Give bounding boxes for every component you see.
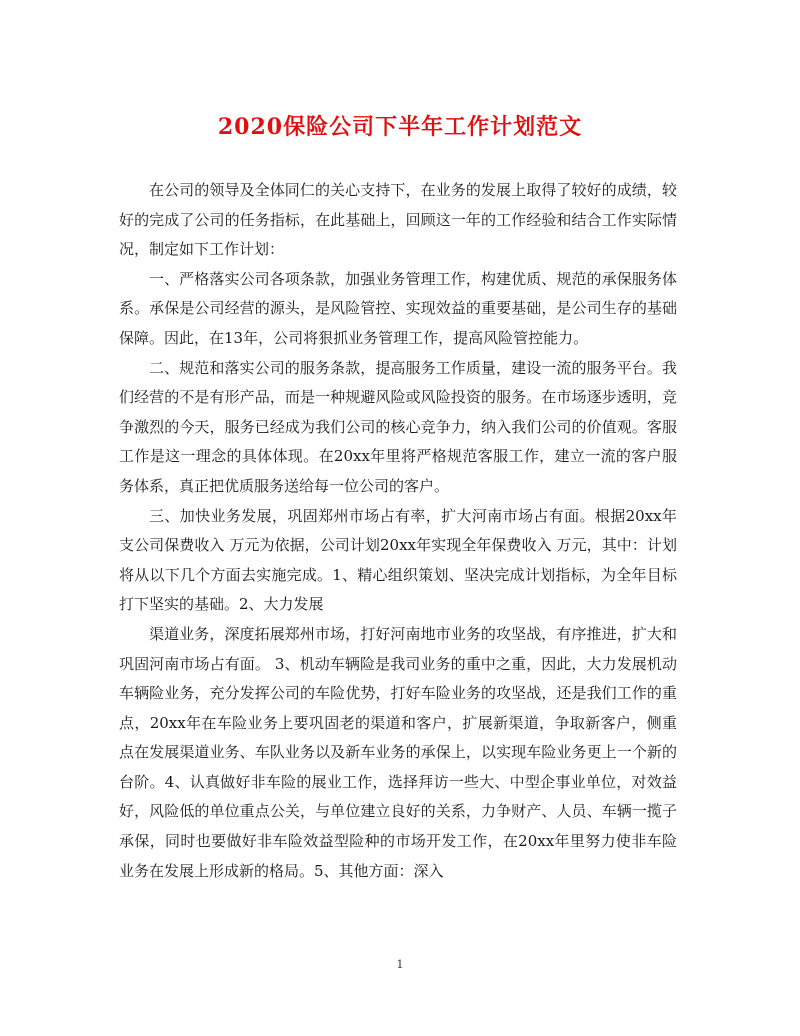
page-number: 1 bbox=[396, 958, 404, 971]
paragraph-section-3-continued: 渠道业务，深度拓展郑州市场，打好河南地市业务的攻坚战，有序推进，扩大和巩固河南市场占有面。 3、机动车辆险是我司业务的重中之重，因此，大力发展机动车辆险业务，充分发挥公司的车险优势，打好车险业务的攻坚战，还是我们工作的重点，20xx年在车险业务上要巩固老的渠道和客户，扩展新渠道，争取新客户，侧重点在发展渠道业务、车队业务以及新车业务的承保上，以实现车险业务更上一个新的台阶。4、认真做好非车险的展业工作，选择拜访一些大、中型企事业单位，对效益好，风险低的单位重点公关，与单位建立良好的关系，力争财产、人员、车辆一揽子承保，同时也要做好非车险效益型险种的市场开发工作，在20xx年里努力使非车险业务在发展上形成新的格局。5、其他方面：深入 bbox=[119, 624, 677, 880]
document-body bbox=[119, 176, 677, 886]
paragraph-section-2: 二、规范和落实公司的服务条款，提高服务工作质量，建设一流的服务平台。我们经营的不是有形产品，而是一种规避风险或风险投资的服务。在市场逐步透明，竞争激烈的今天，服务已经成为我们公司的核心竞争力，纳入我们公司的价值观。客服工作是这一理念的具体体现。在20xx年里将严格规范客服工作，建立一流的客户服务体系，真正把优质服务送给每一位公司的客户。 bbox=[119, 358, 677, 495]
paragraph-section-1: 一、严格落实公司各项条款，加强业务管理工作，构建优质、规范的承保服务体系。承保是公司经营的源头，是风险管控、实现效益的重要基础，是公司生存的基础保障。因此，在13年，公司将狠抓业务管理工作，提高风险管控能力。 bbox=[119, 269, 677, 347]
paragraph-section-3: 三、加快业务发展，巩固郑州市场占有率，扩大河南市场占有面。根据20xx年支公司保费收入 万元为依据，公司计划20xx年实现全年保费收入 万元，其中：计划将从以下几个方面去实施完成。1、精心组织策划、坚决完成计划指标，为全年目标打下坚实的基础。2、大力发展 bbox=[119, 506, 677, 614]
document-title: 2020保险公司下半年工作计划范文 bbox=[217, 114, 583, 140]
paragraph-intro: 在公司的领导及全体同仁的关心支持下，在业务的发展上取得了较好的成绩，较好的完成了公司的任务指标，在此基础上，回顾这一年的工作经验和结合工作实际情况，制定如下工作计划： bbox=[119, 181, 677, 259]
